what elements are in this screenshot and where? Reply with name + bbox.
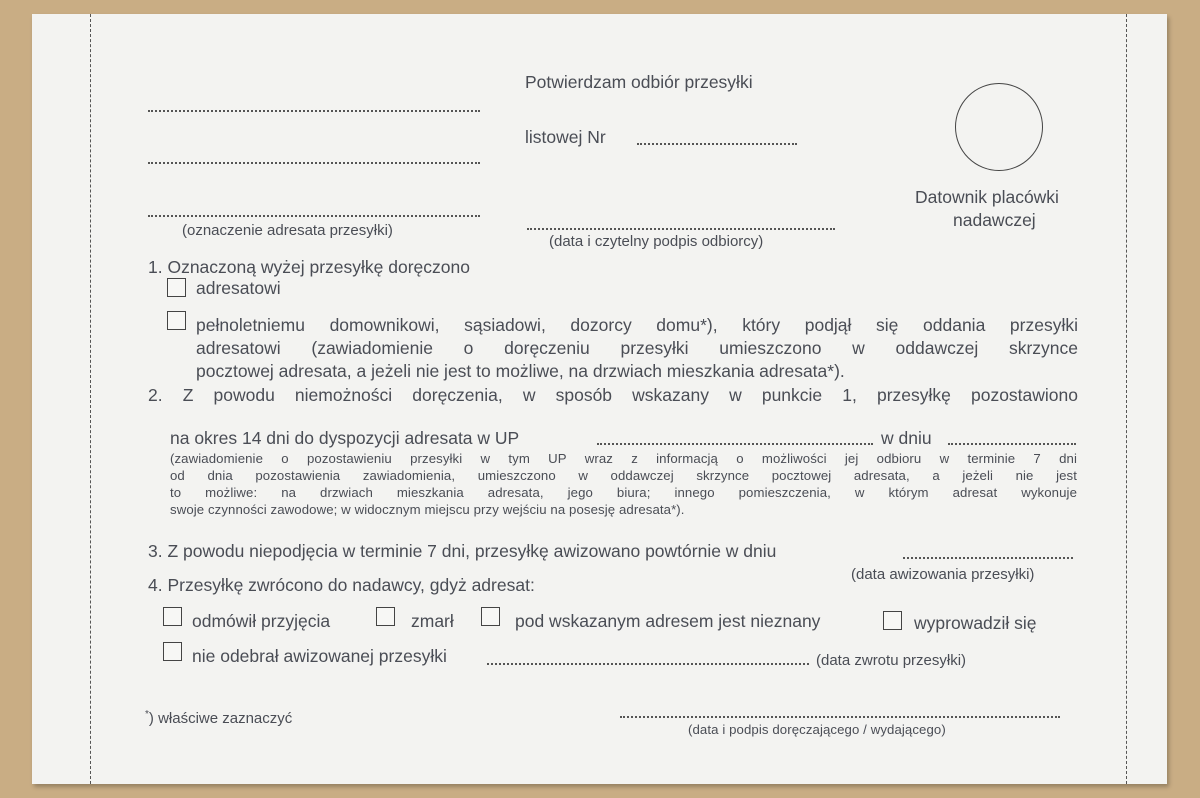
addressee-line-1[interactable] <box>148 110 480 112</box>
option-other-person-line2: adresatowi (zawiadomienie o doręczeniu przesyłki umieszczono w oddawczej skrzynce <box>196 338 1078 358</box>
checkbox-unknown-address[interactable] <box>481 607 500 626</box>
section2-note-line3: to możliwe: na drzwiach mieszkania adresata, jego biura; innego pomieszczenia, w którym adresat wykonuje <box>170 485 1077 500</box>
section2-date-label: w dniu <box>881 428 932 448</box>
checkbox-other-person[interactable] <box>167 311 186 330</box>
checkbox-died[interactable] <box>376 607 395 626</box>
checkbox-moved-out[interactable] <box>883 611 902 630</box>
section2-note-line4: swoje czynności zawodowe; w widocznym miejscu przy wejściu na posesję adresata*). <box>170 502 685 517</box>
checkbox-refused[interactable] <box>163 607 182 626</box>
addressee-line-2[interactable] <box>148 162 480 164</box>
option-not-collected-label: nie odebrał awizowanej przesyłki <box>192 646 447 666</box>
option-other-person-line3: pocztowej adresata, a jeżeli nie jest to możliwe, na drzwiach mieszkania adresata*). <box>196 361 845 381</box>
checkbox-addressee[interactable] <box>167 278 186 297</box>
section2-line2-text: na okres 14 dni do dyspozycji adresata w UP <box>170 428 520 448</box>
option-other-person-line1: pełnoletniemu domownikowi, sąsiadowi, dozorcy domu*), który podjął się oddania przesyłki <box>196 315 1078 335</box>
footnote-text: ) właściwe zaznaczyć <box>148 710 293 727</box>
stamp-caption-line2: nadawczej <box>953 210 1036 230</box>
return-date-field[interactable] <box>487 663 809 665</box>
notice-date-field[interactable] <box>903 557 1073 559</box>
section2-date-field[interactable] <box>948 443 1076 445</box>
courier-signature-caption: (data i podpis doręczającego / wydającego) <box>688 722 946 737</box>
addressee-line-3[interactable] <box>148 215 480 217</box>
confirm-receipt-title: Potwierdzam odbiór przesyłki <box>525 72 753 92</box>
courier-signature-field[interactable] <box>620 716 1060 718</box>
footnote <box>145 709 292 727</box>
section4-heading: 4. Przesyłkę zwrócono do nadawcy, gdyż adresat: <box>148 575 535 595</box>
notice-date-caption: (data awizowania przesyłki) <box>851 566 1035 583</box>
recipient-caption: (data i czytelny podpis odbiorcy) <box>549 233 764 250</box>
left-perforation <box>90 14 91 784</box>
right-perforation <box>1126 14 1127 784</box>
letter-number-label: listowej Nr <box>525 127 606 147</box>
section3-text: 3. Z powodu niepodjęcia w terminie 7 dni, przesyłkę awizowano powtórnie w dniu <box>148 541 777 561</box>
section1-heading: 1. Oznaczoną wyżej przesyłkę doręczono <box>148 257 470 277</box>
option-unknown-address-label: pod wskazanym adresem jest nieznany <box>515 611 821 631</box>
checkbox-not-collected[interactable] <box>163 642 182 661</box>
footnote-mark: * <box>145 709 149 720</box>
option-died-label: zmarł <box>411 611 454 631</box>
section2-note-line2: od dnia pozostawienia zawiadomienia, umieszczono w oddawczej skrzynce pocztowej adresata, a jeżeli nie jest <box>170 468 1077 483</box>
section2-line1: 2. Z powodu niemożności doręczenia, w sposób wskazany w punkcie 1, przesyłkę pozostawiono <box>148 385 1078 405</box>
recipient-signature-field[interactable] <box>527 228 835 230</box>
option-refused-label: odmówił przyjęcia <box>192 611 331 631</box>
section2-note-line1: (zawiadomienie o pozostawieniu przesyłki w tym UP wraz z informacją o możliwości jej odbioru w terminie 7 dni <box>170 451 1077 466</box>
date-stamp-circle <box>955 83 1043 171</box>
option-addressee-label: adresatowi <box>196 278 281 298</box>
option-moved-out-label: wyprowadził się <box>914 613 1037 633</box>
addressee-caption: (oznaczenie adresata przesyłki) <box>182 222 393 239</box>
letter-number-field[interactable] <box>637 143 797 145</box>
stamp-caption-line1: Datownik placówki <box>915 187 1059 207</box>
return-date-caption: (data zwrotu przesyłki) <box>816 652 967 669</box>
post-office-field[interactable] <box>597 443 873 445</box>
